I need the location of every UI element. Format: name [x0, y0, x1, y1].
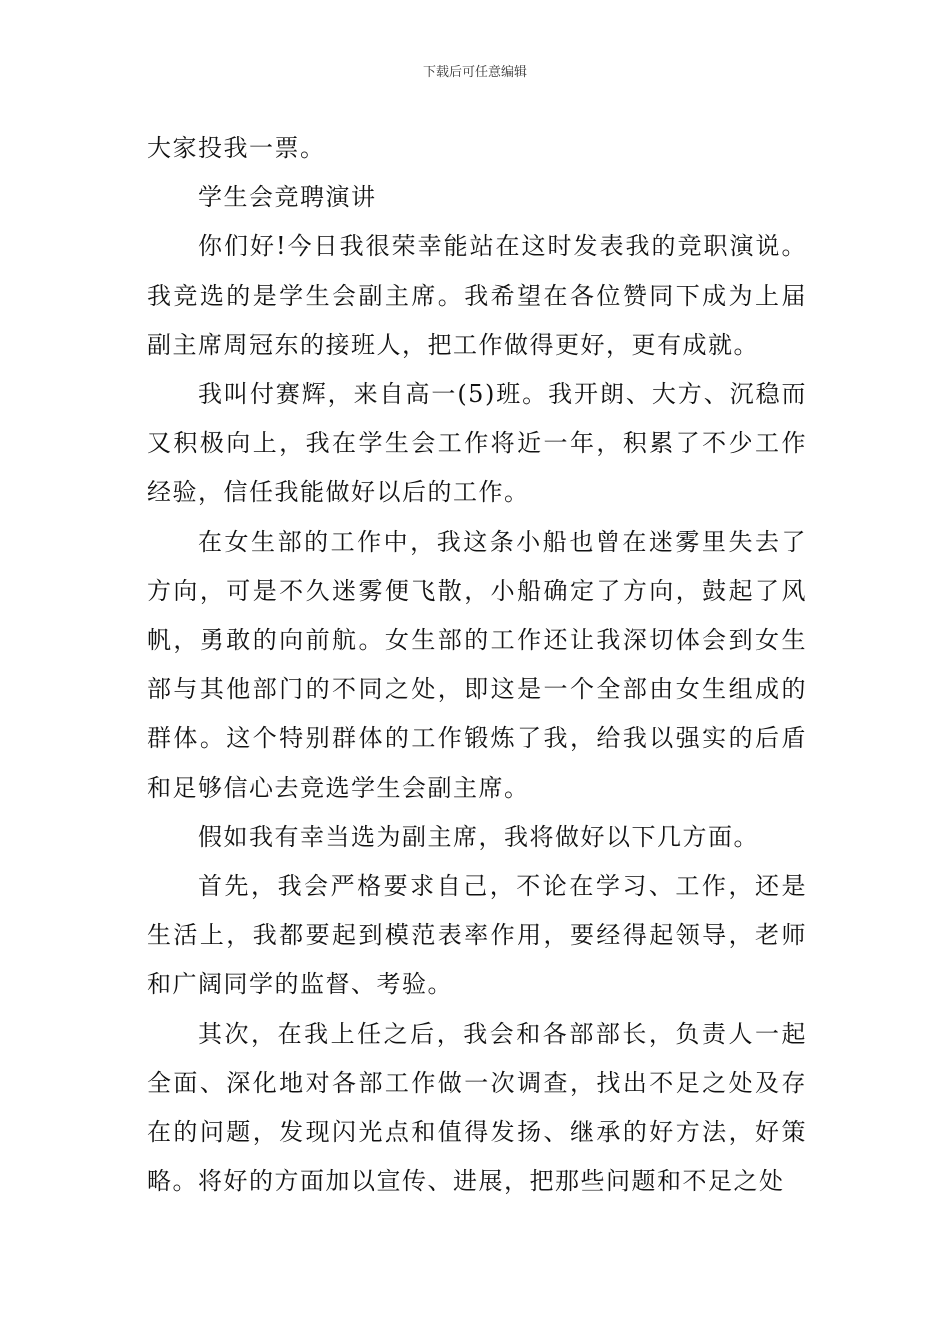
document-body — [147, 124, 807, 1206]
paragraph-first-point: 首先，我会严格要求自己，不论在学习、工作，还是生活上，我都要起到模范表率作用，要经得起领导，老师和广阔同学的监督、考验。 — [147, 872, 807, 999]
paragraph-closing-line: 大家投我一票。 — [147, 134, 326, 162]
section-title: 学生会竞聘演讲 — [198, 183, 377, 212]
paragraph-self-intro: 我叫付赛辉，来自高一(5)班。我开朗、大方、沉稳而又积极向上，我在学生会工作将近一年，积累了不少工作经验，信任我能做好以后的工作。 — [147, 380, 807, 507]
paragraph-experience: 在女生部的工作中，我这条小船也曾在迷雾里失去了方向，可是不久迷雾便飞散，小船确定了方向，鼓起了风帆，勇敢的向前航。女生部的工作还让我深切体会到女生部与其他部门的不同之处，即这是一个全部由女生组成的群体。这个特别群体的工作锻炼了我，给我以强实的后盾和足够信心去竞选学生会副主席。 — [147, 527, 807, 802]
paragraph-plan-intro: 假如我有幸当选为副主席，我将做好以下几方面。 — [198, 822, 759, 851]
page-header-note: 下载后可任意编辑 — [422, 65, 527, 80]
paragraph-greeting: 你们好!今日我很荣幸能站在这时发表我的竞职演说。我竞选的是学生会副主席。我希望在各位赞同下成为上届副主席周冠东的接班人，把工作做得更好，更有成就。 — [147, 232, 807, 359]
paragraph-second-point: 其次，在我上任之后，我会和各部部长，负责人一起全面、深化地对各部工作做一次调查，找出不足之处及存在的问题，发现闪光点和值得发扬、继承的好方法，好策略。将好的方面加以宣传、进展，把那些问题和不足之处 — [147, 1019, 807, 1196]
